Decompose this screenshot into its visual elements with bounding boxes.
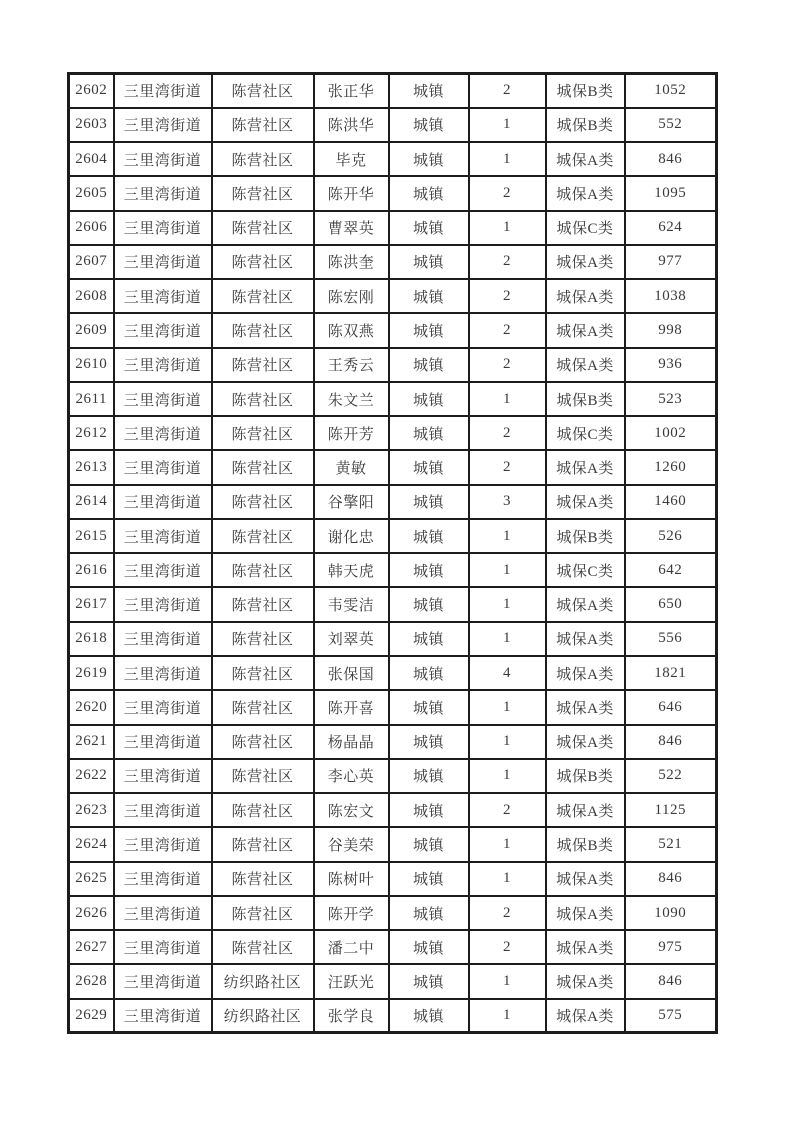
cell-residence-type: 城镇 [389, 211, 469, 245]
cell-amount: 556 [625, 622, 717, 656]
cell-community: 陈营社区 [212, 485, 314, 519]
cell-amount: 1260 [625, 450, 717, 484]
cell-count: 2 [469, 348, 546, 382]
cell-community: 陈营社区 [212, 108, 314, 142]
cell-residence-type: 城镇 [389, 999, 469, 1033]
cell-insurance-category: 城保C类 [546, 211, 625, 245]
cell-community: 陈营社区 [212, 348, 314, 382]
cell-name: 汪跃光 [314, 964, 389, 998]
cell-name: 刘翠英 [314, 622, 389, 656]
cell-amount: 975 [625, 930, 717, 964]
cell-count: 2 [469, 279, 546, 313]
cell-community: 陈营社区 [212, 313, 314, 347]
cell-count: 1 [469, 519, 546, 553]
cell-insurance-category: 城保A类 [546, 896, 625, 930]
cell-count: 1 [469, 211, 546, 245]
cell-count: 1 [469, 622, 546, 656]
cell-street: 三里湾街道 [114, 74, 212, 108]
cell-amount: 998 [625, 313, 717, 347]
cell-count: 2 [469, 245, 546, 279]
cell-serial-number: 2606 [69, 211, 114, 245]
cell-community: 陈营社区 [212, 622, 314, 656]
cell-insurance-category: 城保B类 [546, 108, 625, 142]
cell-name: 张正华 [314, 74, 389, 108]
cell-community: 纺织路社区 [212, 964, 314, 998]
cell-insurance-category: 城保A类 [546, 279, 625, 313]
cell-serial-number: 2616 [69, 553, 114, 587]
cell-community: 陈营社区 [212, 245, 314, 279]
cell-name: 陈树叶 [314, 862, 389, 896]
cell-count: 2 [469, 416, 546, 450]
cell-serial-number: 2625 [69, 862, 114, 896]
cell-insurance-category: 城保C类 [546, 553, 625, 587]
cell-community: 陈营社区 [212, 896, 314, 930]
cell-residence-type: 城镇 [389, 930, 469, 964]
cell-amount: 575 [625, 999, 717, 1033]
cell-street: 三里湾街道 [114, 656, 212, 690]
cell-count: 3 [469, 485, 546, 519]
table-row [69, 862, 717, 896]
cell-count: 1 [469, 759, 546, 793]
cell-count: 2 [469, 930, 546, 964]
cell-residence-type: 城镇 [389, 245, 469, 279]
table-row [69, 245, 717, 279]
cell-insurance-category: 城保A类 [546, 930, 625, 964]
table-row [69, 896, 717, 930]
cell-residence-type: 城镇 [389, 862, 469, 896]
cell-serial-number: 2612 [69, 416, 114, 450]
table-row [69, 176, 717, 210]
cell-amount: 552 [625, 108, 717, 142]
table-row [69, 690, 717, 724]
cell-community: 陈营社区 [212, 587, 314, 621]
cell-community: 纺织路社区 [212, 999, 314, 1033]
cell-street: 三里湾街道 [114, 896, 212, 930]
cell-name: 陈双燕 [314, 313, 389, 347]
cell-residence-type: 城镇 [389, 108, 469, 142]
cell-community: 陈营社区 [212, 142, 314, 176]
cell-amount: 1052 [625, 74, 717, 108]
cell-name: 张学良 [314, 999, 389, 1033]
cell-residence-type: 城镇 [389, 964, 469, 998]
cell-residence-type: 城镇 [389, 656, 469, 690]
cell-street: 三里湾街道 [114, 313, 212, 347]
cell-serial-number: 2624 [69, 827, 114, 861]
cell-insurance-category: 城保A类 [546, 245, 625, 279]
cell-amount: 1460 [625, 485, 717, 519]
table-row [69, 725, 717, 759]
cell-insurance-category: 城保A类 [546, 690, 625, 724]
cell-name: 陈开华 [314, 176, 389, 210]
cell-street: 三里湾街道 [114, 725, 212, 759]
cell-count: 1 [469, 108, 546, 142]
cell-community: 陈营社区 [212, 382, 314, 416]
cell-amount: 526 [625, 519, 717, 553]
cell-community: 陈营社区 [212, 74, 314, 108]
cell-insurance-category: 城保C类 [546, 416, 625, 450]
cell-serial-number: 2607 [69, 245, 114, 279]
cell-amount: 523 [625, 382, 717, 416]
table-row [69, 553, 717, 587]
cell-community: 陈营社区 [212, 656, 314, 690]
cell-count: 2 [469, 313, 546, 347]
cell-street: 三里湾街道 [114, 793, 212, 827]
cell-serial-number: 2615 [69, 519, 114, 553]
cell-residence-type: 城镇 [389, 725, 469, 759]
cell-serial-number: 2627 [69, 930, 114, 964]
cell-serial-number: 2617 [69, 587, 114, 621]
cell-name: 黄敏 [314, 450, 389, 484]
cell-amount: 646 [625, 690, 717, 724]
table-row [69, 142, 717, 176]
cell-count: 1 [469, 587, 546, 621]
table-row [69, 313, 717, 347]
cell-residence-type: 城镇 [389, 485, 469, 519]
cell-insurance-category: 城保A类 [546, 485, 625, 519]
cell-insurance-category: 城保B类 [546, 382, 625, 416]
table-row [69, 108, 717, 142]
cell-residence-type: 城镇 [389, 74, 469, 108]
cell-serial-number: 2621 [69, 725, 114, 759]
cell-amount: 1095 [625, 176, 717, 210]
cell-amount: 521 [625, 827, 717, 861]
cell-residence-type: 城镇 [389, 279, 469, 313]
cell-insurance-category: 城保B类 [546, 74, 625, 108]
cell-amount: 650 [625, 587, 717, 621]
cell-insurance-category: 城保A类 [546, 142, 625, 176]
cell-name: 谷美荣 [314, 827, 389, 861]
cell-street: 三里湾街道 [114, 450, 212, 484]
cell-serial-number: 2620 [69, 690, 114, 724]
cell-name: 王秀云 [314, 348, 389, 382]
cell-insurance-category: 城保B类 [546, 519, 625, 553]
table-row [69, 622, 717, 656]
cell-count: 2 [469, 74, 546, 108]
table-row [69, 759, 717, 793]
cell-residence-type: 城镇 [389, 176, 469, 210]
cell-count: 2 [469, 176, 546, 210]
cell-serial-number: 2618 [69, 622, 114, 656]
cell-amount: 522 [625, 759, 717, 793]
cell-street: 三里湾街道 [114, 862, 212, 896]
cell-count: 2 [469, 450, 546, 484]
cell-serial-number: 2619 [69, 656, 114, 690]
cell-name: 陈宏刚 [314, 279, 389, 313]
cell-amount: 1821 [625, 656, 717, 690]
cell-community: 陈营社区 [212, 553, 314, 587]
cell-residence-type: 城镇 [389, 896, 469, 930]
table-row [69, 519, 717, 553]
cell-street: 三里湾街道 [114, 690, 212, 724]
cell-serial-number: 2628 [69, 964, 114, 998]
cell-count: 4 [469, 656, 546, 690]
cell-residence-type: 城镇 [389, 142, 469, 176]
cell-count: 1 [469, 690, 546, 724]
cell-name: 陈开芳 [314, 416, 389, 450]
table-row [69, 827, 717, 861]
cell-serial-number: 2605 [69, 176, 114, 210]
cell-insurance-category: 城保A类 [546, 999, 625, 1033]
cell-residence-type: 城镇 [389, 382, 469, 416]
cell-serial-number: 2610 [69, 348, 114, 382]
cell-residence-type: 城镇 [389, 690, 469, 724]
cell-insurance-category: 城保A类 [546, 656, 625, 690]
cell-insurance-category: 城保A类 [546, 725, 625, 759]
cell-street: 三里湾街道 [114, 382, 212, 416]
cell-amount: 1090 [625, 896, 717, 930]
cell-insurance-category: 城保A类 [546, 450, 625, 484]
cell-amount: 846 [625, 725, 717, 759]
cell-street: 三里湾街道 [114, 245, 212, 279]
cell-residence-type: 城镇 [389, 793, 469, 827]
cell-serial-number: 2629 [69, 999, 114, 1033]
cell-street: 三里湾街道 [114, 827, 212, 861]
table-row [69, 416, 717, 450]
cell-community: 陈营社区 [212, 759, 314, 793]
cell-serial-number: 2608 [69, 279, 114, 313]
cell-count: 2 [469, 793, 546, 827]
cell-amount: 846 [625, 142, 717, 176]
cell-name: 谢化忠 [314, 519, 389, 553]
cell-residence-type: 城镇 [389, 553, 469, 587]
cell-serial-number: 2613 [69, 450, 114, 484]
cell-amount: 846 [625, 964, 717, 998]
cell-street: 三里湾街道 [114, 279, 212, 313]
cell-street: 三里湾街道 [114, 416, 212, 450]
table-row [69, 211, 717, 245]
cell-insurance-category: 城保B类 [546, 827, 625, 861]
cell-name: 曹翠英 [314, 211, 389, 245]
cell-name: 陈洪华 [314, 108, 389, 142]
table-row [69, 279, 717, 313]
table-row [69, 999, 717, 1033]
cell-count: 1 [469, 999, 546, 1033]
table-row [69, 656, 717, 690]
cell-residence-type: 城镇 [389, 827, 469, 861]
cell-community: 陈营社区 [212, 827, 314, 861]
cell-name: 毕克 [314, 142, 389, 176]
cell-amount: 624 [625, 211, 717, 245]
cell-serial-number: 2623 [69, 793, 114, 827]
cell-serial-number: 2603 [69, 108, 114, 142]
table-body [69, 74, 717, 1033]
cell-residence-type: 城镇 [389, 416, 469, 450]
table-row [69, 450, 717, 484]
cell-insurance-category: 城保A类 [546, 862, 625, 896]
cell-street: 三里湾街道 [114, 622, 212, 656]
cell-name: 李心英 [314, 759, 389, 793]
cell-name: 张保国 [314, 656, 389, 690]
cell-street: 三里湾街道 [114, 485, 212, 519]
cell-street: 三里湾街道 [114, 348, 212, 382]
cell-community: 陈营社区 [212, 176, 314, 210]
cell-amount: 936 [625, 348, 717, 382]
cell-count: 2 [469, 896, 546, 930]
cell-name: 朱文兰 [314, 382, 389, 416]
cell-community: 陈营社区 [212, 519, 314, 553]
cell-street: 三里湾街道 [114, 930, 212, 964]
cell-name: 陈洪奎 [314, 245, 389, 279]
cell-amount: 1038 [625, 279, 717, 313]
cell-serial-number: 2604 [69, 142, 114, 176]
cell-amount: 977 [625, 245, 717, 279]
cell-community: 陈营社区 [212, 279, 314, 313]
cell-residence-type: 城镇 [389, 759, 469, 793]
cell-residence-type: 城镇 [389, 587, 469, 621]
cell-count: 1 [469, 964, 546, 998]
table-row [69, 348, 717, 382]
residents-table [67, 72, 718, 1034]
cell-community: 陈营社区 [212, 862, 314, 896]
cell-street: 三里湾街道 [114, 176, 212, 210]
cell-street: 三里湾街道 [114, 964, 212, 998]
cell-insurance-category: 城保A类 [546, 313, 625, 347]
cell-residence-type: 城镇 [389, 622, 469, 656]
cell-name: 潘二中 [314, 930, 389, 964]
cell-name: 陈开学 [314, 896, 389, 930]
cell-serial-number: 2622 [69, 759, 114, 793]
cell-amount: 1002 [625, 416, 717, 450]
cell-street: 三里湾街道 [114, 519, 212, 553]
cell-insurance-category: 城保A类 [546, 622, 625, 656]
cell-serial-number: 2626 [69, 896, 114, 930]
cell-count: 1 [469, 862, 546, 896]
table-row [69, 964, 717, 998]
cell-amount: 1125 [625, 793, 717, 827]
cell-amount: 846 [625, 862, 717, 896]
cell-residence-type: 城镇 [389, 313, 469, 347]
table-row [69, 74, 717, 108]
cell-community: 陈营社区 [212, 725, 314, 759]
table-row [69, 930, 717, 964]
cell-street: 三里湾街道 [114, 142, 212, 176]
cell-serial-number: 2609 [69, 313, 114, 347]
cell-name: 陈宏文 [314, 793, 389, 827]
cell-community: 陈营社区 [212, 450, 314, 484]
cell-insurance-category: 城保B类 [546, 759, 625, 793]
table-row [69, 485, 717, 519]
cell-count: 1 [469, 142, 546, 176]
cell-street: 三里湾街道 [114, 999, 212, 1033]
cell-serial-number: 2611 [69, 382, 114, 416]
cell-name: 杨晶晶 [314, 725, 389, 759]
cell-insurance-category: 城保A类 [546, 964, 625, 998]
cell-insurance-category: 城保A类 [546, 793, 625, 827]
cell-street: 三里湾街道 [114, 759, 212, 793]
cell-community: 陈营社区 [212, 930, 314, 964]
cell-serial-number: 2614 [69, 485, 114, 519]
table-row [69, 382, 717, 416]
cell-count: 1 [469, 725, 546, 759]
cell-name: 韦雯洁 [314, 587, 389, 621]
cell-serial-number: 2602 [69, 74, 114, 108]
cell-name: 韩天虎 [314, 553, 389, 587]
cell-name: 陈开喜 [314, 690, 389, 724]
cell-amount: 642 [625, 553, 717, 587]
cell-street: 三里湾街道 [114, 553, 212, 587]
table-row [69, 587, 717, 621]
cell-community: 陈营社区 [212, 211, 314, 245]
cell-community: 陈营社区 [212, 793, 314, 827]
cell-residence-type: 城镇 [389, 450, 469, 484]
cell-insurance-category: 城保A类 [546, 176, 625, 210]
cell-residence-type: 城镇 [389, 348, 469, 382]
cell-street: 三里湾街道 [114, 211, 212, 245]
cell-insurance-category: 城保A类 [546, 587, 625, 621]
table-row [69, 793, 717, 827]
cell-count: 1 [469, 382, 546, 416]
cell-name: 谷擎阳 [314, 485, 389, 519]
cell-count: 1 [469, 553, 546, 587]
cell-insurance-category: 城保A类 [546, 348, 625, 382]
cell-community: 陈营社区 [212, 690, 314, 724]
cell-count: 1 [469, 827, 546, 861]
cell-residence-type: 城镇 [389, 519, 469, 553]
cell-street: 三里湾街道 [114, 587, 212, 621]
cell-street: 三里湾街道 [114, 108, 212, 142]
cell-community: 陈营社区 [212, 416, 314, 450]
